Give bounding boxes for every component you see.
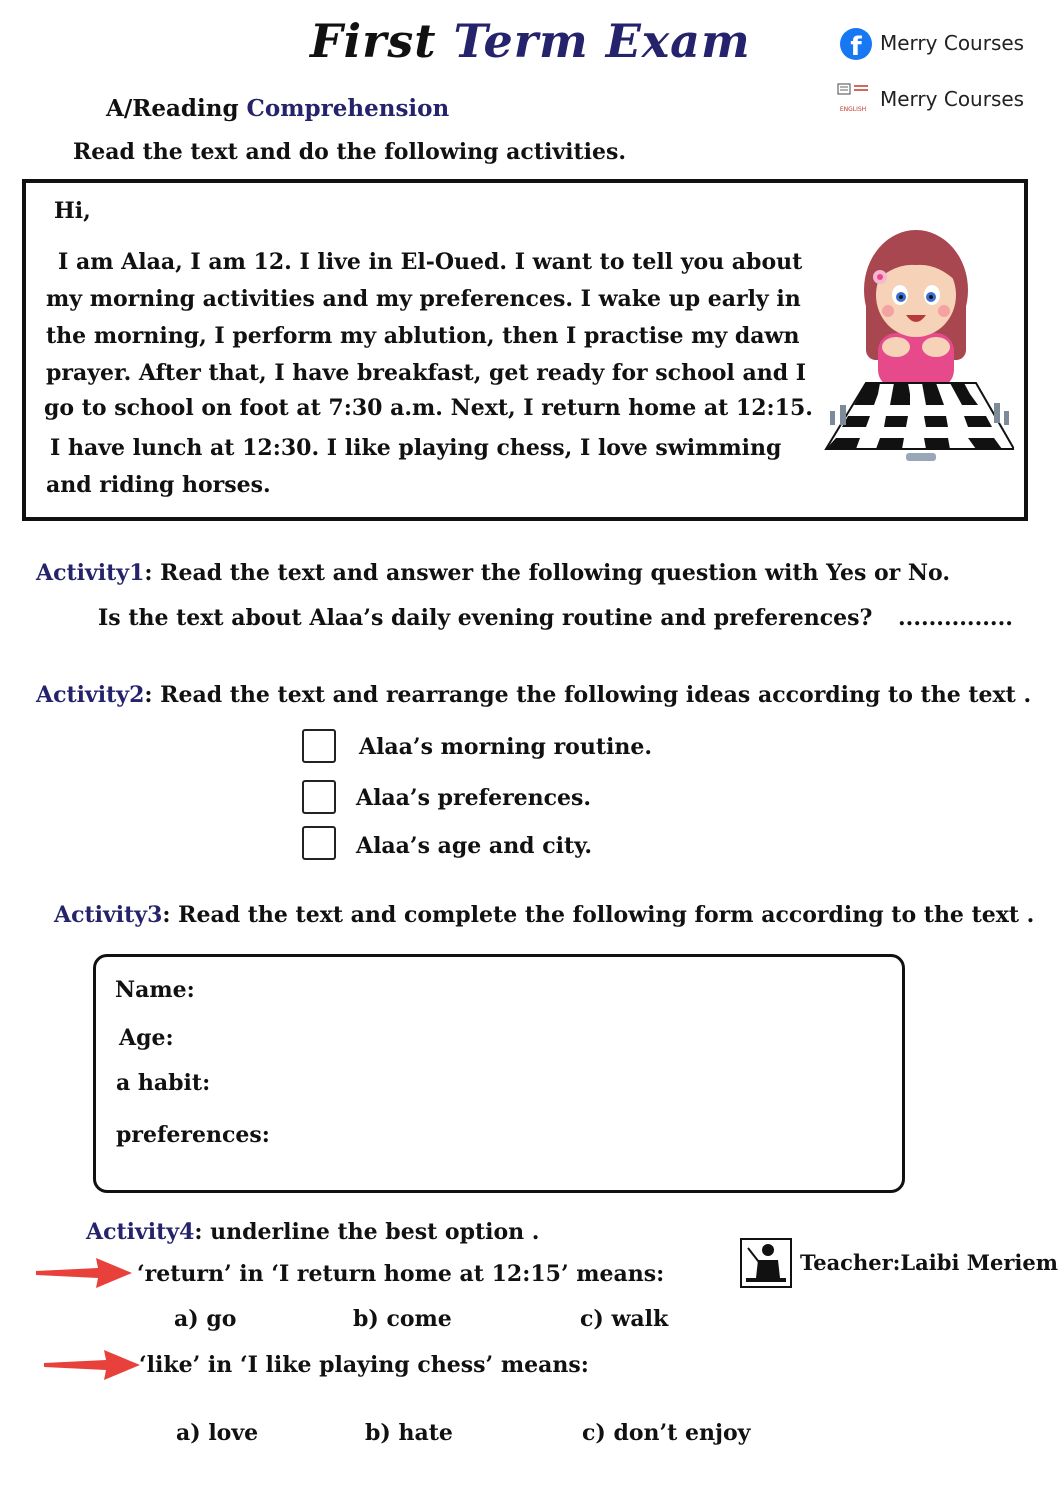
option-a[interactable]: a) go bbox=[174, 1306, 237, 1332]
option-b[interactable]: b) hate bbox=[365, 1420, 453, 1446]
option-c[interactable]: c) don’t enjoy bbox=[582, 1420, 751, 1446]
section-instruction: Read the text and do the following activities. bbox=[73, 139, 627, 165]
activity4-label: Activity4 bbox=[86, 1219, 195, 1245]
text-line: and riding horses. bbox=[46, 472, 271, 498]
title-word-exam: Exam bbox=[605, 14, 751, 68]
text-line: prayer. After that, I have breakfast, get ready for school and I bbox=[46, 360, 807, 386]
exam-title bbox=[310, 14, 751, 68]
idea-item: Alaa’s preferences. bbox=[356, 785, 592, 811]
order-box[interactable] bbox=[302, 729, 336, 763]
activity3-heading bbox=[54, 902, 1034, 928]
red-arrow-icon bbox=[34, 1254, 134, 1292]
order-box[interactable] bbox=[302, 780, 336, 814]
text-line: I have lunch at 12:30. I like playing chess, I love swimming bbox=[50, 435, 782, 461]
option-b[interactable]: b) come bbox=[353, 1306, 452, 1332]
brand-facebook: Merry Courses bbox=[880, 31, 1025, 55]
section-prefix: A/Reading bbox=[106, 95, 239, 122]
brand-site: Merry Courses bbox=[880, 87, 1025, 111]
activity1-label: Activity1 bbox=[36, 560, 145, 586]
text-line: I am Alaa, I am 12. I live in El-Oued. I want to tell you about bbox=[58, 249, 803, 275]
activity2-label: Activity2 bbox=[36, 682, 145, 708]
section-heading bbox=[106, 95, 449, 122]
form-field-habit[interactable]: a habit: bbox=[116, 1070, 211, 1096]
activity3-instruction: : Read the text and complete the following form according to the text . bbox=[162, 902, 1035, 928]
title-word-first: First bbox=[310, 14, 437, 68]
red-arrow-icon bbox=[42, 1346, 142, 1384]
facebook-icon: f bbox=[840, 28, 872, 60]
activity1-heading bbox=[36, 560, 950, 586]
order-box[interactable] bbox=[302, 826, 336, 860]
option-a[interactable]: a) love bbox=[176, 1420, 259, 1446]
question-2: ‘like’ in ‘I like playing chess’ means: bbox=[139, 1352, 589, 1378]
teacher-icon bbox=[740, 1238, 792, 1288]
info-form bbox=[93, 954, 905, 1193]
idea-item: Alaa’s age and city. bbox=[356, 833, 593, 859]
option-c[interactable]: c) walk bbox=[580, 1306, 669, 1332]
activity1-question: Is the text about Alaa’s daily evening routine and preferences? bbox=[98, 605, 873, 631]
activity1-answer-blank[interactable]: ............... bbox=[898, 605, 1013, 631]
english-icon-text: ENGLISH bbox=[839, 106, 867, 113]
activity3-label: Activity3 bbox=[54, 902, 163, 928]
text-line: go to school on foot at 7:30 a.m. Next, I return home at 12:15. bbox=[44, 395, 813, 421]
activity1-instruction: : Read the text and answer the following question with Yes or No. bbox=[144, 560, 950, 586]
activity2-instruction: : Read the text and rearrange the following ideas according to the text . bbox=[144, 682, 1032, 708]
form-field-age[interactable]: Age: bbox=[119, 1025, 174, 1051]
text-line: the morning, I perform my ablution, then I practise my dawn bbox=[46, 323, 800, 349]
english-book-icon bbox=[833, 82, 873, 120]
title-word-term: Term bbox=[453, 14, 589, 68]
question-1: ‘return’ in ‘I return home at 12:15’ means: bbox=[137, 1261, 665, 1287]
section-name: Comprehension bbox=[246, 95, 450, 122]
activity2-heading bbox=[36, 682, 1031, 708]
girl-chess-illustration bbox=[818, 215, 1014, 470]
form-field-preferences[interactable]: preferences: bbox=[116, 1122, 270, 1148]
text-greeting: Hi, bbox=[54, 198, 91, 224]
activity4-instruction: : underline the best option . bbox=[194, 1219, 540, 1245]
text-line: my morning activities and my preferences. I wake up early in bbox=[46, 286, 801, 312]
teacher-name: Teacher:Laibi Meriem bbox=[800, 1250, 1058, 1275]
idea-item: Alaa’s morning routine. bbox=[359, 734, 653, 760]
form-field-name[interactable]: Name: bbox=[115, 977, 195, 1003]
activity4-heading bbox=[86, 1219, 539, 1245]
